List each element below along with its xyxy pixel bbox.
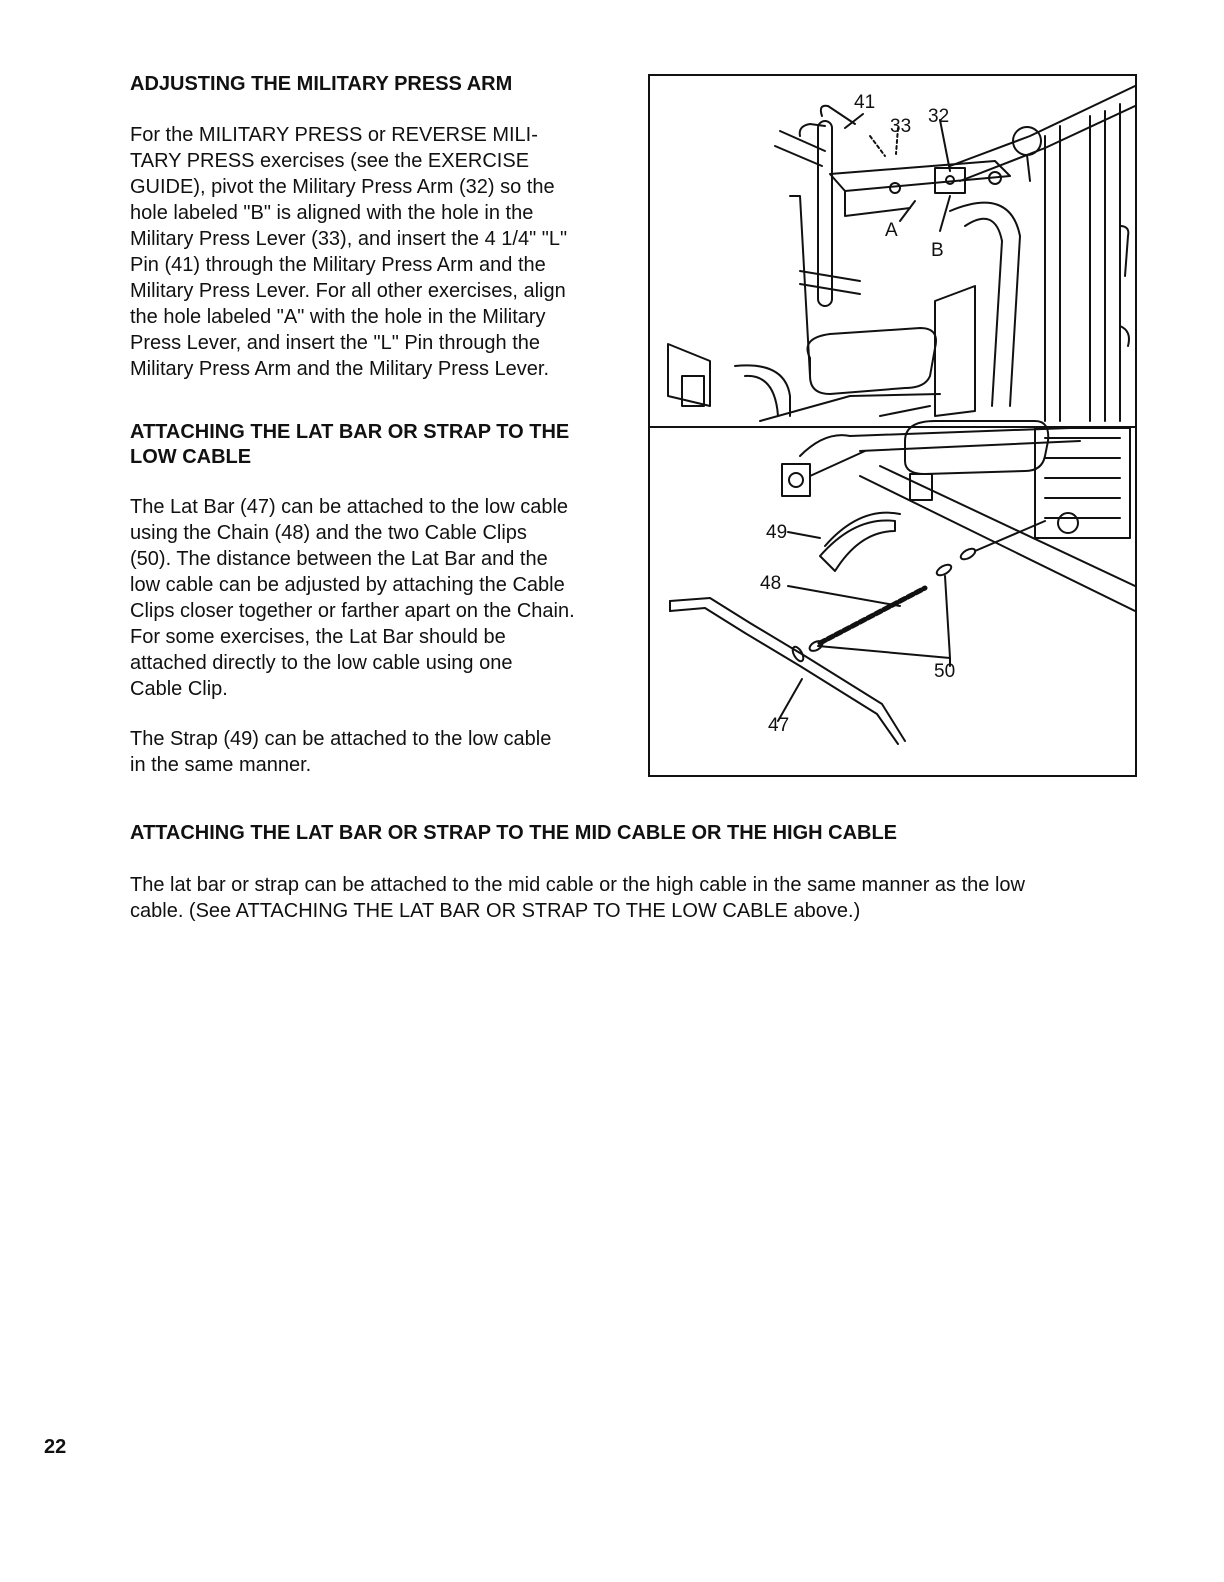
military-press-paragraph <box>130 122 567 382</box>
mid-high-cable-paragraph <box>130 872 1025 924</box>
text-line: Military Press Lever. For all other exercises, align <box>130 280 566 302</box>
text-line: For some exercises, the Lat Bar should be <box>130 626 506 648</box>
text-line: Clips closer together or farther apart on the Chain. <box>130 600 575 622</box>
heading-low-cable <box>130 420 569 470</box>
lat-bar-drawing <box>670 421 1135 744</box>
page-number: 22 <box>44 1436 67 1458</box>
text-line: The Strap (49) can be attached to the low cable <box>130 728 552 750</box>
callout-49: 49 <box>766 522 788 543</box>
text-line: Cable Clip. <box>130 678 228 700</box>
text-line: low cable can be adjusted by attaching the Cable <box>130 574 565 596</box>
text-line: TARY PRESS exercises (see the EXERCISE <box>130 150 530 172</box>
text-line: Military Press Arm and the Military Press Lever. <box>130 358 550 380</box>
low-cable-paragraph-2 <box>130 726 551 778</box>
text-line: GUIDE), pivot the Military Press Arm (32) so the <box>130 176 555 198</box>
callout-47: 47 <box>768 715 790 736</box>
callout-b: B <box>931 240 944 261</box>
text-line: Pin (41) through the Military Press Arm and the <box>130 254 546 276</box>
heading-line: LOW CABLE <box>130 446 252 468</box>
assembly-figure <box>648 74 1137 777</box>
text-line: hole labeled "B" is aligned with the hole in the <box>130 202 534 224</box>
text-line: in the same manner. <box>130 754 312 776</box>
callout-48: 48 <box>760 573 782 594</box>
figure-drawing <box>650 76 1135 775</box>
text-line: Military Press Lever (33), and insert the 4 1/4" "L" <box>130 228 568 250</box>
heading-military-press: ADJUSTING THE MILITARY PRESS ARM <box>130 73 513 95</box>
text-line: For the MILITARY PRESS or REVERSE MILI- <box>130 124 538 146</box>
text-line: (50). The distance between the Lat Bar and the <box>130 548 548 570</box>
low-cable-paragraph-1 <box>130 494 575 702</box>
text-line: The lat bar or strap can be attached to the mid cable or the high cable in the same manner as the low <box>130 874 1025 896</box>
text-line: the hole labeled "A" with the hole in the Military <box>130 306 546 328</box>
callout-33: 33 <box>890 116 912 137</box>
heading-mid-high-cable: ATTACHING THE LAT BAR OR STRAP TO THE MID CABLE OR THE HIGH CABLE <box>130 822 898 844</box>
text-line: using the Chain (48) and the two Cable Clips <box>130 522 527 544</box>
text-line: The Lat Bar (47) can be attached to the low cable <box>130 496 569 518</box>
heading-line: ATTACHING THE LAT BAR OR STRAP TO THE <box>130 421 570 443</box>
callout-32: 32 <box>928 106 950 127</box>
text-line: attached directly to the low cable using one <box>130 652 513 674</box>
callout-50: 50 <box>934 661 956 682</box>
callout-41: 41 <box>854 92 876 113</box>
text-line: cable. (See ATTACHING THE LAT BAR OR STRAP TO THE LOW CABLE above.) <box>130 900 861 922</box>
text-line: Press Lever, and insert the "L" Pin through the <box>130 332 540 354</box>
callout-a: A <box>885 220 898 241</box>
